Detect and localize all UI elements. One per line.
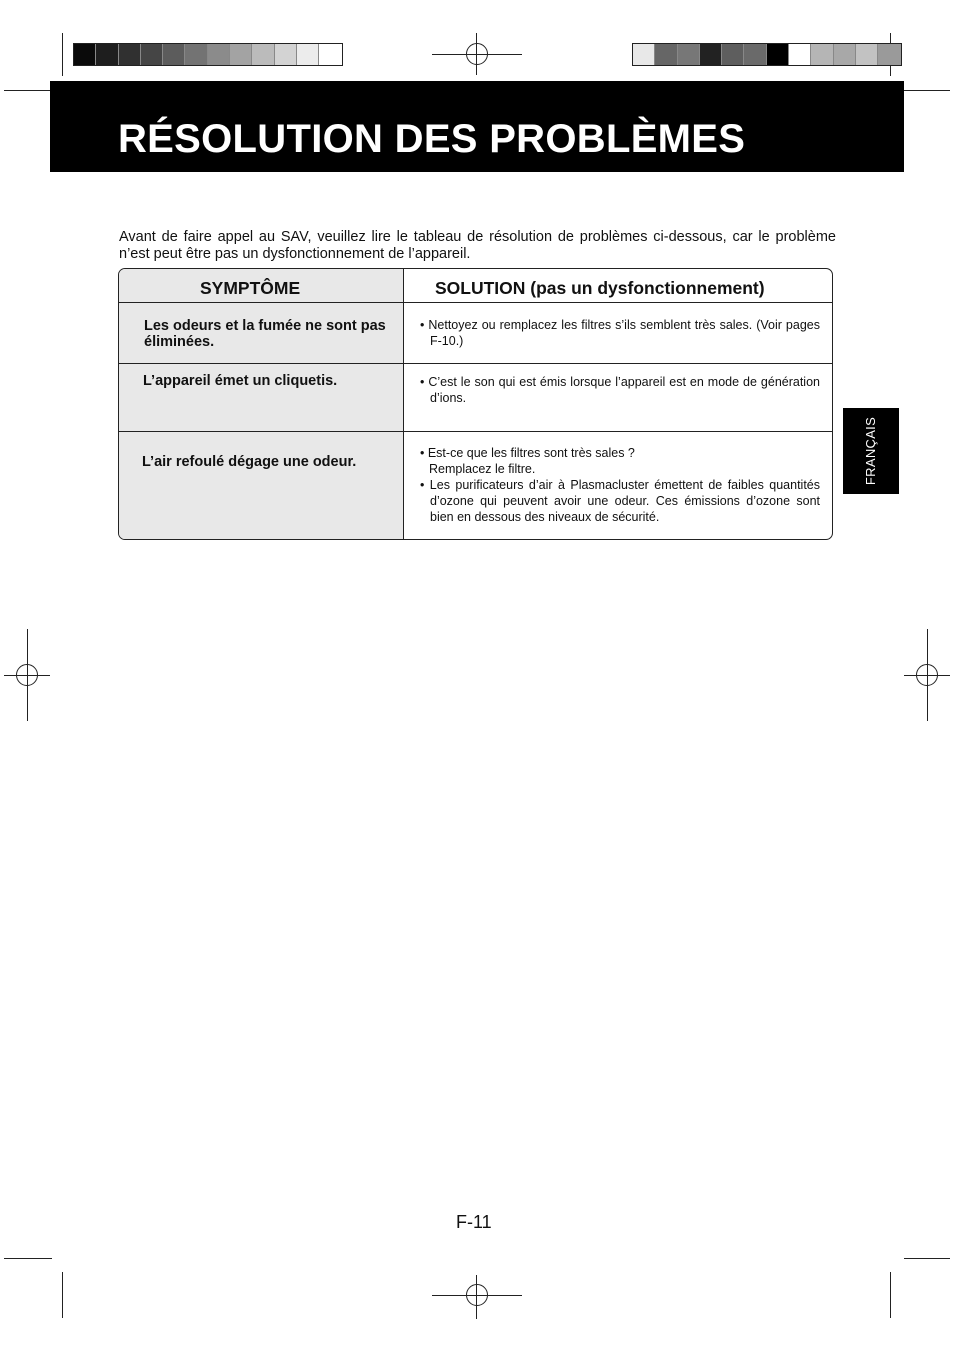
column-divider bbox=[403, 269, 404, 539]
troubleshooting-table bbox=[118, 268, 833, 540]
color-swatch bbox=[767, 44, 789, 65]
solution-header: SOLUTION (pas un dysfonctionnement) bbox=[435, 278, 765, 298]
color-swatch bbox=[252, 44, 274, 65]
color-swatch bbox=[811, 44, 833, 65]
color-swatch bbox=[74, 44, 96, 65]
color-swatch bbox=[141, 44, 163, 65]
color-swatch bbox=[856, 44, 878, 65]
symptom-cell: L’appareil émet un cliquetis. bbox=[143, 373, 338, 389]
symptom-header: SYMPTÔME bbox=[200, 278, 301, 298]
solution-bullet: • C’est le son qui est émis lorsque l’appareil est en mode de génération d’ions. bbox=[420, 375, 820, 405]
page-title: RÉSOLUTION DES PROBLÈMES bbox=[118, 117, 746, 161]
solution-cell bbox=[420, 374, 820, 406]
color-swatch bbox=[96, 44, 118, 65]
solution-bullet: • Nettoyez ou remplacez les filtres s’ils semblent très sales. (Voir pages F-10.) bbox=[420, 318, 820, 348]
color-swatch bbox=[119, 44, 141, 65]
color-swatch bbox=[275, 44, 297, 65]
color-swatch bbox=[163, 44, 185, 65]
color-swatch bbox=[319, 44, 341, 65]
color-swatch bbox=[655, 44, 677, 65]
intro-paragraph: Avant de faire appel au SAV, veuillez lire le tableau de résolution de problèmes ci-dessous, car le problème n’est peut être pas un dysfonctionnement de l’appareil. bbox=[119, 229, 836, 262]
color-swatch bbox=[700, 44, 722, 65]
symptom-column-bg bbox=[119, 269, 403, 539]
row-divider bbox=[119, 363, 832, 364]
solution-bullet: • Les purificateurs d’air à Plasmacluster émettent de faibles quantités d’ozone qui peuvent avoir une odeur. Ces émissions d’ozone sont bien en dessous des niveaux de sécurité. bbox=[420, 478, 820, 524]
color-swatch bbox=[678, 44, 700, 65]
row-divider bbox=[119, 431, 832, 432]
color-bar-left bbox=[73, 43, 343, 66]
color-swatch bbox=[789, 44, 811, 65]
color-swatch bbox=[185, 44, 207, 65]
header-divider bbox=[119, 302, 832, 303]
page-number: F-11 bbox=[456, 1212, 492, 1232]
solution-cell bbox=[420, 317, 820, 349]
solution-cell bbox=[420, 445, 820, 525]
color-swatch bbox=[744, 44, 766, 65]
language-tab-label: FRANÇAIS bbox=[863, 416, 878, 486]
color-bar-right bbox=[632, 43, 902, 66]
solution-line: Remplacez le filtre. bbox=[429, 462, 536, 476]
symptom-cell: L’air refoulé dégage une odeur. bbox=[142, 454, 357, 470]
color-swatch bbox=[208, 44, 230, 65]
color-swatch bbox=[230, 44, 252, 65]
color-swatch bbox=[722, 44, 744, 65]
color-swatch bbox=[878, 44, 900, 65]
symptom-cell: Les odeurs et la fumée ne sont pas éliminées. bbox=[144, 318, 386, 350]
color-swatch bbox=[834, 44, 856, 65]
color-swatch bbox=[297, 44, 319, 65]
language-tab bbox=[843, 408, 899, 494]
color-swatch bbox=[633, 44, 655, 65]
solution-bullet: • Est-ce que les filtres sont très sales ? bbox=[420, 446, 635, 460]
